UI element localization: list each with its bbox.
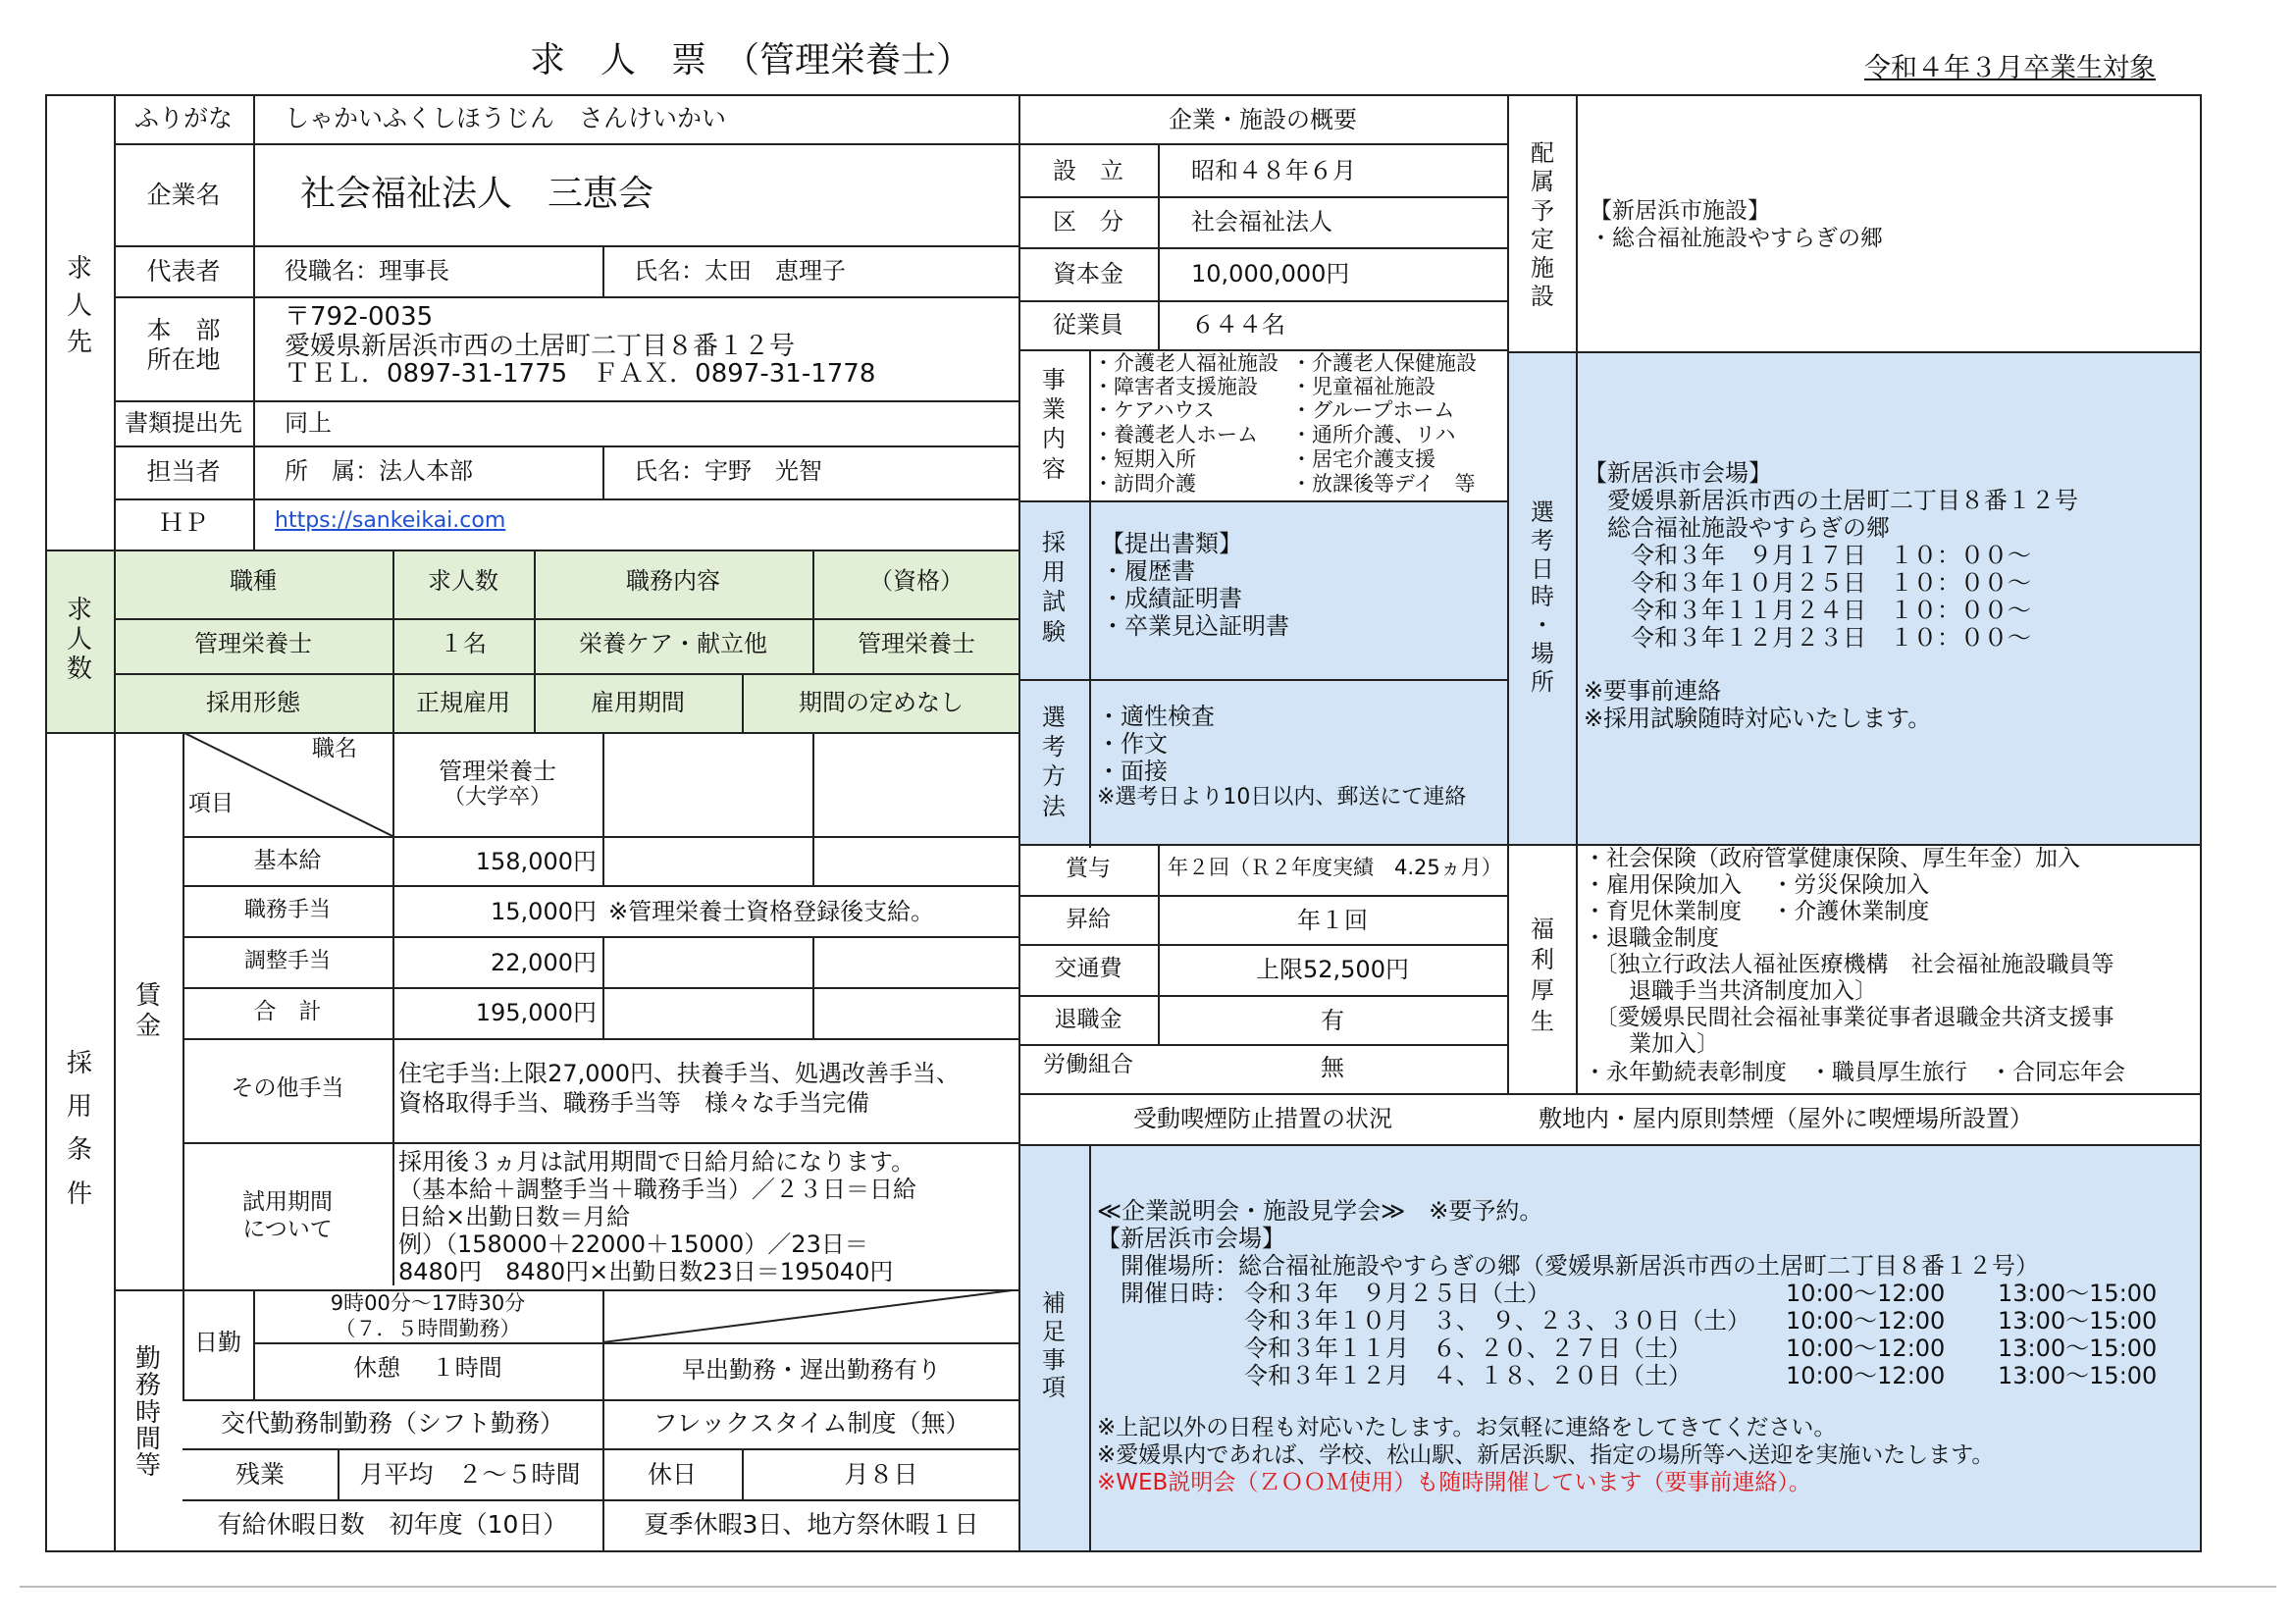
submit-value: 同上: [285, 409, 332, 437]
other-allowance-label: その他手当: [231, 1075, 344, 1101]
date-time-am: 10:00～12:00: [1786, 1362, 1946, 1389]
placement-line-2: ・総合福祉施設やすらぎの郷: [1590, 226, 1883, 251]
vertical-char: 人: [66, 624, 92, 654]
placement-label: [1509, 139, 1576, 312]
exam-item: ・履歴書: [1101, 557, 1195, 585]
vertical-char: 福: [1531, 916, 1554, 943]
selection-line: ※採用試験随時対応いたします。: [1584, 705, 1932, 732]
supplement-label: [1018, 1289, 1089, 1402]
vertical-char: 定: [1531, 225, 1554, 253]
vertical-char: ・: [1531, 611, 1554, 640]
vertical-char: 選: [1042, 704, 1066, 731]
date-time-am: 10:00～12:00: [1786, 1280, 1946, 1307]
section-kinmu-jikan: [114, 1346, 183, 1480]
vertical-char: 方: [1042, 762, 1066, 791]
selection-label: [1509, 498, 1576, 697]
section-chingin: [114, 981, 183, 1042]
welfare-line: ・育児休業制度 ・介護休業制度: [1584, 899, 1930, 924]
method-label: [1018, 703, 1089, 821]
vertical-char: 採: [1042, 529, 1066, 556]
total-value: 195,000円: [475, 999, 597, 1026]
adj-allowance-value: 22,000円: [491, 949, 597, 976]
supplement-place: 開催場所：総合福祉施設やすらぎの郷（愛媛県新居浜市西の土居町二丁目８番１２号）: [1097, 1252, 2039, 1280]
supplement-dates-label: 開催日時：: [1097, 1280, 1238, 1307]
retire-label: 退職金: [1054, 1007, 1122, 1032]
vertical-char: 選: [1531, 498, 1554, 526]
vertical-char: 法: [1042, 792, 1066, 820]
type-value: 社会福祉法人: [1191, 208, 1332, 236]
commute-value: 上限52,500円: [1256, 956, 1409, 983]
bonus-label: 賞与: [1066, 856, 1111, 881]
date-time-pm: 13:00～15:00: [1998, 1362, 2158, 1389]
vertical-char: 用: [66, 1092, 92, 1123]
hq-label-2: 所在地: [146, 345, 221, 374]
vertical-char: 設: [1531, 283, 1554, 311]
business-item: ・放課後等デイ 等: [1291, 472, 1476, 496]
vertical-char: 利: [1531, 946, 1554, 974]
business-item: ・短期入所: [1093, 447, 1196, 471]
selection-line: 総合福祉施設やすらぎの郷: [1584, 514, 1890, 542]
date-time-pm: 13:00～15:00: [1998, 1280, 2158, 1307]
welfare-line: 業加入〕: [1584, 1031, 1719, 1057]
company-name-label: 企業名: [146, 181, 221, 209]
vertical-char: 事: [1042, 366, 1066, 393]
supplement-venue: 【新居浜市会場】: [1097, 1225, 1285, 1252]
vertical-char: 人: [66, 290, 92, 321]
vertical-char: 考: [1042, 733, 1066, 761]
date-row: 令和３年１１月 ６、２０、２７日（土）: [1244, 1335, 1692, 1362]
jobs-header-count: 求人数: [428, 567, 498, 595]
exam-item: ・成績証明書: [1101, 585, 1242, 612]
submit-label: 書類提出先: [125, 409, 242, 437]
hq-address: 愛媛県新居浜市西の土居町二丁目８番１２号: [285, 332, 796, 361]
supplement-note-1: ※上記以外の日程も対応いたします。お気軽に連絡をしてきてください。: [1097, 1415, 1837, 1440]
smoking-label: 受動喫煙防止措置の状況: [1133, 1105, 1392, 1132]
rep-title: 役職名：理事長: [285, 257, 449, 285]
day-shift-diagonal: [602, 1289, 1020, 1342]
jobs-duty: 栄養ケア・献立他: [579, 630, 767, 657]
wage-header-diagonal: [183, 732, 392, 836]
vertical-char: 間: [134, 1424, 161, 1454]
vertical-char: 足: [1042, 1317, 1066, 1345]
vertical-char: 項: [1042, 1374, 1066, 1402]
selection-line: 【新居浜市会場】: [1584, 459, 1772, 487]
contact-name: 氏名：宇野 光智: [634, 457, 822, 485]
welfare-line: ・社会保険（政府管掌健康保険、厚生年金）加入: [1584, 846, 2080, 871]
vertical-char: 生: [1531, 1007, 1554, 1035]
day-shift-label: 日勤: [194, 1329, 241, 1356]
early-late-shift: 早出勤務・遅出勤務有り: [682, 1356, 941, 1384]
section-saiyo-joken: [45, 1042, 114, 1216]
trial-line: （基本給＋調整手当＋職務手当）／２３日＝日給: [398, 1176, 916, 1203]
date-time-am: 10:00～12:00: [1786, 1335, 1946, 1362]
est-value: 昭和４８年６月: [1191, 157, 1356, 184]
vertical-char: 考: [1531, 526, 1554, 554]
business-item: ・居宅介護支援: [1291, 447, 1435, 471]
welfare-line: ・永年勤続表彰制度 ・職員厚生旅行 ・合同忘年会: [1584, 1060, 2125, 1085]
hq-postal: 〒792-0035: [285, 302, 434, 332]
business-item: ・児童福祉施設: [1291, 375, 1435, 398]
commute-label: 交通費: [1054, 956, 1122, 981]
exam-item: ・卒業見込証明書: [1101, 612, 1289, 640]
vertical-char: 用: [1042, 558, 1066, 587]
date-row: 令和３年 ９月２５日（土）: [1244, 1280, 1550, 1307]
vertical-char: 所: [1531, 667, 1554, 696]
business-item: ・ケアハウス: [1093, 398, 1215, 422]
jobs-header-qual: （資格）: [869, 567, 964, 595]
vertical-char: 求: [66, 596, 92, 625]
hp-link[interactable]: https://sankeikai.com: [275, 508, 506, 533]
total-label: 合 計: [253, 999, 322, 1024]
method-item: ・面接: [1097, 758, 1168, 785]
hq-tel-fax: ＴＥＬ．0897-31-1775 ＦＡＸ．0897-31-1778: [285, 359, 876, 389]
jobs-qual: 管理栄養士: [858, 630, 975, 657]
method-item: ・適性検査: [1097, 703, 1215, 730]
vertical-char: 事: [1042, 1345, 1066, 1374]
bonus-value: 年２回（Ｒ２年度実績 4.25ヵ月）: [1168, 856, 1502, 879]
vertical-char: 時: [134, 1397, 161, 1428]
business-item: ・養護老人ホーム: [1093, 423, 1258, 446]
supplement-title: ≪企業説明会・施設見学会≫ ※要予約。: [1097, 1197, 1543, 1225]
document-title: 求 人 票 （管理栄養士）: [530, 40, 972, 80]
vertical-char: 採: [66, 1049, 92, 1078]
selection-line: ※要事前連絡: [1584, 677, 1722, 705]
vertical-char: 数: [66, 654, 92, 684]
vertical-char: 求: [66, 254, 92, 284]
jobs-type: 管理栄養士: [194, 630, 312, 657]
business-item: ・訪問介護: [1093, 472, 1196, 496]
day-shift-time-1: 9時00分～17時30分: [330, 1291, 526, 1315]
welfare-line: 〔愛媛県民間社会福祉事業従事者退職金共済支援事: [1584, 1005, 2114, 1030]
vertical-char: 先: [66, 328, 92, 358]
overtime-value: 月平均 ２～５時間: [359, 1460, 581, 1489]
emp-label: 採用形態: [206, 689, 300, 716]
page-bottom-rule: [20, 1586, 2276, 1588]
vertical-char: 件: [66, 1178, 92, 1209]
welfare-line: ・退職金制度: [1584, 925, 1719, 951]
period-value: 期間の定めなし: [799, 689, 964, 716]
trial-label-2: について: [242, 1217, 333, 1242]
vertical-char: 試: [1042, 588, 1066, 616]
staff-label: 従業員: [1053, 311, 1123, 339]
paid-leave: 有給休暇日数 初年度（10日）: [217, 1510, 568, 1539]
date-time-pm: 13:00～15:00: [1998, 1335, 2158, 1362]
method-item: ※選考日より10日以内、郵送にて連絡: [1097, 785, 1467, 810]
vertical-char: 等: [134, 1451, 161, 1482]
vertical-char: 施: [1531, 254, 1554, 283]
welfare-line: ・雇用保険加入 ・労災保険加入: [1584, 872, 1930, 898]
est-label: 設 立: [1053, 157, 1123, 184]
vertical-char: 予: [1531, 196, 1554, 225]
furigana-label: ふりがな: [133, 104, 233, 132]
type-label: 区 分: [1053, 208, 1123, 236]
wage-diag-bottom: 項目: [188, 791, 234, 816]
duty-allowance-value: 15,000円: [491, 898, 597, 925]
business-item: ・グループホーム: [1291, 398, 1455, 422]
date-time-pm: 13:00～15:00: [1998, 1307, 2158, 1335]
supplement-note-web: ※WEB説明会（ＺＯＯＭ使用）も随時開催しています（要事前連絡）。: [1097, 1470, 1811, 1495]
hq-label-1: 本 部: [146, 316, 221, 344]
section-kyujinsu: [45, 597, 114, 685]
staff-value: ６４４名: [1191, 311, 1285, 339]
trial-line: 採用後３ヵ月は試用期間で日給月給になります。: [398, 1148, 915, 1176]
vertical-char: 時: [1531, 583, 1554, 611]
emp-value: 正規雇用: [416, 689, 510, 716]
business-item: ・障害者支援施設: [1093, 375, 1258, 398]
welfare-line: 〔独立行政法人福祉医療機構 社会福祉施設職員等: [1584, 952, 2114, 977]
vertical-char: 補: [1042, 1289, 1066, 1317]
vertical-char: 務: [134, 1371, 161, 1401]
furigana-value: しゃかいふくしほうじん さんけいかい: [285, 104, 727, 132]
placement-line-1: 【新居浜市施設】: [1590, 198, 1770, 224]
rest-time: 休憩 １時間: [353, 1354, 502, 1382]
company-name: 社会福祉法人 三恵会: [300, 174, 654, 214]
welfare-line: 退職手当共済制度加入〕: [1584, 978, 1877, 1004]
contact-dept: 所 属：法人本部: [285, 457, 473, 485]
other-allowance-line-1: 住宅手当:上限27,000円、扶養手当、処遇改善手当、: [398, 1060, 961, 1087]
business-label: [1018, 365, 1089, 484]
jobs-header-type: 職種: [230, 567, 277, 595]
vertical-char: 属: [1531, 168, 1554, 196]
vertical-char: 賃: [134, 981, 161, 1011]
supplement-note-2: ※愛媛県内であれば、学校、松山駅、新居浜駅、指定の場所等へ送迎を実施いたします。: [1097, 1442, 1995, 1468]
period-label: 雇用期間: [591, 689, 685, 716]
selection-line: 令和３年 ９月１７日 １０：００～: [1584, 542, 2031, 569]
rep-label: 代表者: [146, 257, 221, 286]
wage-diag-top: 職名: [312, 736, 357, 761]
holiday-label: 休日: [647, 1460, 697, 1489]
summer-leave: 夏季休暇3日、地方祭休暇１日: [644, 1510, 979, 1539]
base-pay-label: 基本給: [253, 848, 322, 873]
vertical-char: 金: [134, 1012, 161, 1042]
welfare-label: [1509, 915, 1576, 1037]
business-item: ・介護老人保健施設: [1291, 351, 1477, 375]
vertical-char: 容: [1042, 454, 1066, 483]
date-row: 令和３年１２月 ４、１８、２０日（土）: [1244, 1362, 1692, 1389]
vertical-char: 厚: [1531, 976, 1554, 1005]
trial-line: 日給×出勤日数＝月給: [398, 1203, 631, 1230]
smoking-value: 敷地内・屋内原則禁煙（屋外に喫煙場所設置）: [1539, 1105, 2033, 1132]
adj-allowance-label: 調整手当: [243, 949, 331, 973]
flex-time: フレックスタイム制度（無）: [652, 1409, 970, 1438]
trial-label-1: 試用期間: [242, 1189, 333, 1215]
duty-allowance-label: 職務手当: [243, 898, 331, 922]
date-row: 令和３年１０月 ３、 ９、２３、３０日（土）: [1244, 1307, 1750, 1335]
vertical-char: 日: [1531, 554, 1554, 583]
base-pay-value: 158,000円: [475, 848, 597, 875]
vertical-char: 験: [1042, 617, 1066, 646]
vertical-char: 配: [1531, 139, 1554, 167]
other-allowance-line-2: 資格取得手当、職務手当等 様々な手当完備: [398, 1089, 869, 1117]
vertical-char: 勤: [134, 1344, 161, 1374]
union-value: 無: [1321, 1054, 1344, 1081]
holiday-value: 月８日: [844, 1460, 918, 1489]
overtime-label: 残業: [235, 1460, 285, 1489]
business-item: ・介護老人福祉施設: [1093, 351, 1278, 375]
selection-line: 令和３年１０月２５日 １０：００～: [1584, 569, 2031, 597]
rep-name: 氏名：太田 恵理子: [634, 257, 846, 285]
exam-label: [1018, 528, 1089, 647]
selection-line: 愛媛県新居浜市西の土居町二丁目８番１２号: [1584, 487, 2078, 514]
vertical-char: 業: [1042, 395, 1066, 424]
vertical-char: 内: [1042, 425, 1066, 453]
shift-work: 交代勤務制勤務（シフト勤務）: [220, 1409, 564, 1438]
jobs-count: １名: [440, 630, 487, 657]
selection-line: 令和３年１２月２３日 １０：００～: [1584, 624, 2031, 652]
day-shift-time-2: （７．５時間勤務）: [335, 1317, 521, 1340]
trial-line: 例）（158000＋22000＋15000）／23日＝: [398, 1230, 868, 1258]
overview-header: 企業・施設の概要: [1169, 106, 1357, 133]
exam-item: 【提出書類】: [1101, 530, 1242, 557]
section-kyujinsaki: [45, 251, 114, 362]
selection-line: 令和３年１１月２４日 １０：００～: [1584, 597, 2031, 624]
jobs-header-duty: 職務内容: [626, 567, 720, 595]
wage-col-title-1: 管理栄養士: [439, 758, 556, 785]
vertical-char: 条: [66, 1135, 92, 1166]
target-graduates: 令和４年３月卒業生対象: [1864, 53, 2156, 83]
capital-label: 資本金: [1053, 260, 1123, 288]
method-item: ・作文: [1097, 730, 1168, 758]
capital-value: 10,000,000円: [1191, 260, 1350, 288]
duty-allowance-note: ※管理栄養士資格登録後支給。: [608, 898, 935, 925]
business-item: ・通所介護、リハ: [1291, 423, 1456, 446]
hp-label: ＨＰ: [158, 508, 208, 537]
wage-col-title-2: （大学卒）: [443, 785, 551, 810]
raise-value: 年１回: [1297, 907, 1368, 934]
contact-label: 担当者: [146, 457, 221, 486]
retire-value: 有: [1321, 1007, 1344, 1034]
union-label: 労働組合: [1043, 1052, 1133, 1077]
vertical-char: 場: [1531, 639, 1554, 667]
date-time-am: 10:00～12:00: [1786, 1307, 1946, 1335]
raise-label: 昇給: [1066, 907, 1111, 932]
trial-line: 8480円 8480円×出勤日数23日＝195040円: [398, 1258, 894, 1285]
